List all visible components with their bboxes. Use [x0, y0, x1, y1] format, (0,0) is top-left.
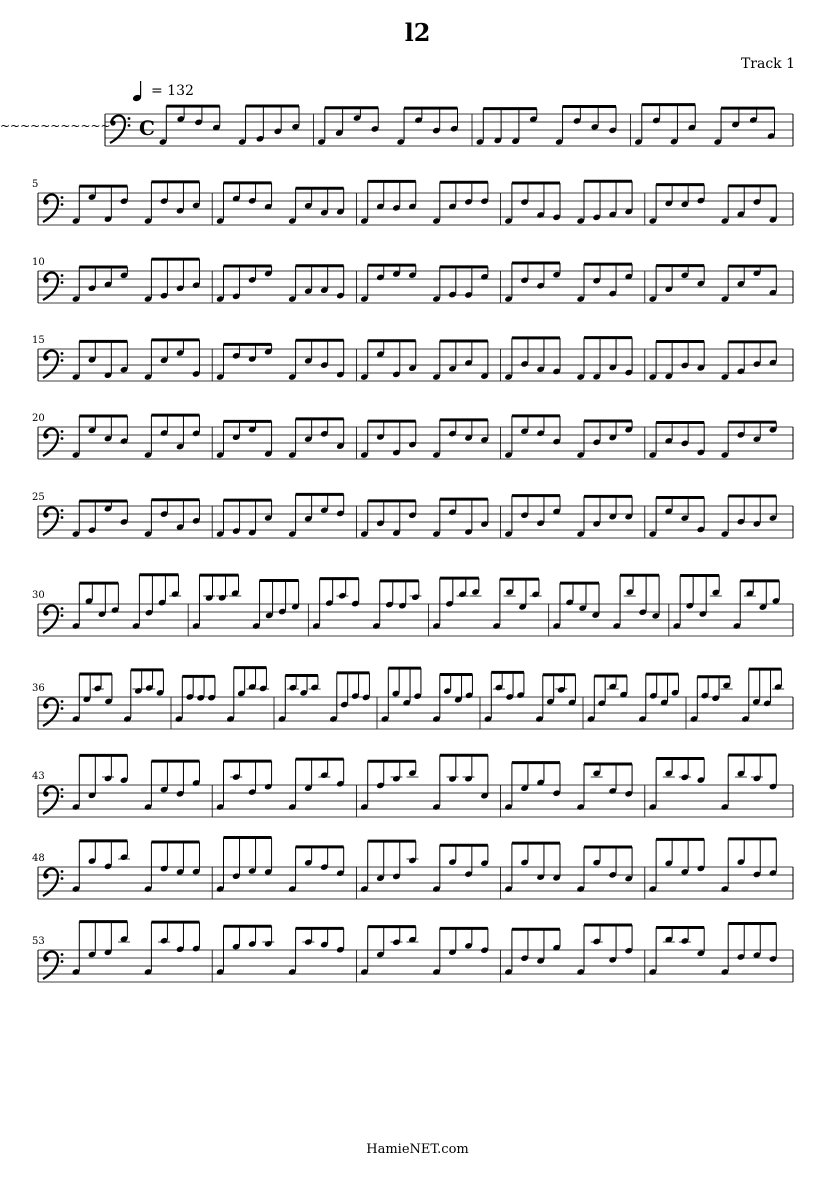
staff-system: [32, 257, 793, 303]
measure-number: 25: [32, 492, 45, 503]
staff-system: [32, 838, 793, 899]
bass-clef-icon: [110, 116, 130, 144]
score-title: l2: [404, 18, 431, 47]
staff-system: [32, 179, 793, 225]
staff-system: [0, 105, 793, 146]
measure-number: 10: [32, 257, 45, 268]
bass-clef-icon: [43, 508, 63, 536]
measure-number: 20: [32, 413, 45, 424]
trill-line: ~~~~~~~~~~~: [0, 119, 111, 133]
measure-number: 48: [32, 853, 45, 864]
bass-clef-icon: [43, 869, 63, 897]
bass-clef-icon: [43, 195, 63, 223]
bass-clef-icon: [43, 273, 63, 301]
time-signature: C: [139, 116, 155, 140]
staff-system: [32, 922, 793, 982]
measure-number: 5: [32, 179, 39, 190]
measure-number: 36: [32, 683, 45, 694]
staff-system: [32, 492, 793, 538]
footer-credit: HamieNET.com: [366, 1142, 469, 1157]
staff-system: [32, 668, 793, 729]
bass-clef-icon: [43, 787, 63, 815]
measure-number: 30: [32, 590, 45, 601]
staff-system: [32, 413, 793, 459]
staff-system: [32, 575, 793, 636]
bass-clef-icon: [43, 429, 63, 457]
track-label: Track 1: [740, 56, 795, 72]
measure-number: 43: [32, 771, 45, 782]
staff-system: [32, 335, 793, 381]
staff-system: [32, 755, 793, 817]
bass-clef-icon: [43, 606, 63, 634]
measure-number: 15: [32, 335, 45, 346]
tempo-text: = 132: [151, 83, 194, 99]
bass-clef-icon: [43, 952, 63, 980]
bass-clef-icon: [43, 699, 63, 727]
measure-number: 53: [32, 936, 45, 947]
bass-clef-icon: [43, 351, 63, 379]
